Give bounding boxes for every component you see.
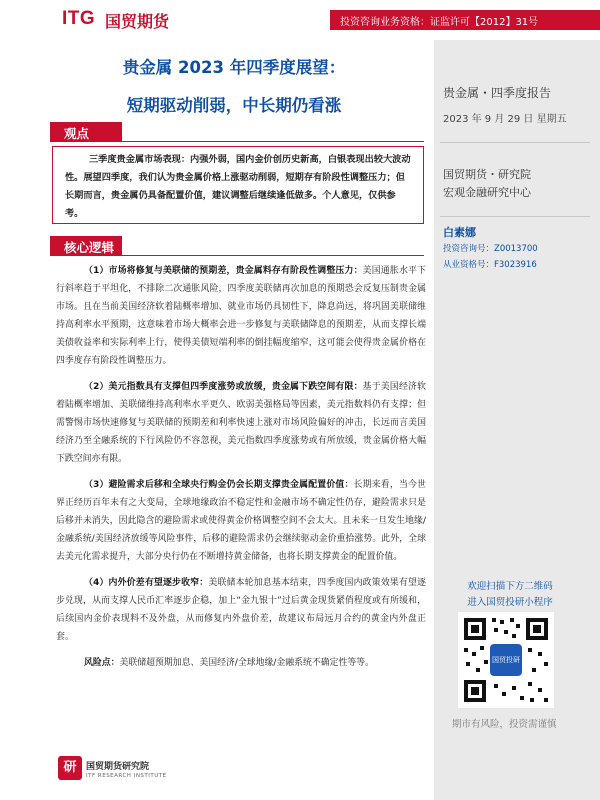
author-cert-consult: 投资咨询号：Z0013700 <box>443 244 538 254</box>
report-title: 贵金属 2023 年四季度展望： <box>122 58 346 77</box>
paragraph-text: 长期来看，当今世界正经历百年未有之大变局，全球地缘政治不稳定性和金融市场不确定性仍存，避险需求只是后移并未消失，因此隐含的避险需求或使得黄金价格调整空间不会太大。且未来一旦发生地缘/金融系统/美国经济放缓等风险事件，后移的避险需求仍会继续驱动金价重拾涨势。此外，全球去美元化需求提升，大部分央行仍在不断增持黄金储备，也将长期支撑黄金的配置价值。 <box>56 480 426 562</box>
risk-text: 美联储超预期加息、美国经济/全球地缘/金融系统不确定性等等。 <box>119 658 374 668</box>
report-subtitle: 短期驱动削弱，中长期仍看涨 <box>126 96 342 115</box>
report-date: 2023 年 9 月 29 日 星期五 <box>443 114 567 125</box>
institute-logo-icon <box>58 756 82 780</box>
section-title: 核心逻辑 <box>64 240 115 255</box>
qr-prompt-line2: 进入国贸投研小程序 <box>467 597 553 608</box>
qr-center-badge <box>490 644 522 676</box>
section-header-core-logic <box>50 236 424 256</box>
paragraph-text: 美联储本轮加息基本结束，四季度国内政策效果有望逐步兑现，从而支撑人民币汇率逐步企稳，加上“金九银十”过后黄金现货紧俏程度或有所缓和，后续国内金价表现料不及外盘，从而修复内外盘价差，故建议布局远月合约的黄金内外盘正套。 <box>56 578 426 642</box>
viewpoint-text: 三季度贵金属市场表现：内强外弱，国内金价创历史新高，白银表现出较大波动性。展望四季度，我们认为贵金属价格上涨驱动削弱，短期存有阶段性调整压力；但长期而言，贵金属仍具备配置价值，建议调整后继续逢低做多。个人意见，仅供参考。 <box>65 154 411 219</box>
paragraph-lead: （3）避险需求后移和全球央行购金仍会长期支撑贵金属配置价值： <box>84 480 354 490</box>
paragraph-lead: （4）内外价差有望逐步收窄： <box>84 578 209 588</box>
qr-center-label: 国贸投研 <box>492 656 520 664</box>
author-cert-practice: 从业资格号：F3023916 <box>443 260 537 270</box>
company-logo-text: 国贸期货 <box>105 12 170 31</box>
institute-logo-char: 研 <box>63 760 77 775</box>
org-department: 宏观金融研究中心 <box>443 186 531 199</box>
paragraph <box>56 262 426 370</box>
paragraph-text: 美国通胀水平下行斜率趋于平坦化，不排除二次通胀风险，四季度美联储再次加息的预期恐会反复压制贵金属市场。且在当前美国经济软着陆概率增加、就业市场仍具韧性下，降息尚远，将巩固美联储维持高利率水平预期，这意味着市场大概率会进一步修复与美联储降息的预期差，从而支撑长端美债收益率和实际利率上行，使得美债短端利率的倒挂幅度缩窄，这可能会使得贵金属价格在四季度存有阶段性调整压力。 <box>56 266 426 366</box>
paragraph <box>56 378 426 468</box>
section-header-viewpoint <box>50 122 424 142</box>
sidebar-divider <box>440 142 590 143</box>
viewpoint-box <box>52 146 424 224</box>
risk-lead: 风险点： <box>84 658 120 668</box>
paragraph <box>56 476 426 566</box>
paragraph <box>56 574 426 646</box>
license-text: 投资咨询业务资格：证监许可【2012】31号 <box>340 17 539 28</box>
section-title: 观点 <box>64 126 90 141</box>
report-type: 贵金属・四季度报告 <box>443 86 552 100</box>
risk-watermark: 期市有风险，投资需谨慎 <box>452 719 557 730</box>
paragraph-lead: （1）市场将修复与美联储的预期差，贵金属料存有阶段性调整压力： <box>84 266 363 276</box>
risk-points <box>56 654 426 672</box>
top-header <box>0 0 600 36</box>
qr-prompt-line1: 欢迎扫描下方二维码 <box>467 581 553 592</box>
org-name: 国贸期货・研究院 <box>443 168 531 181</box>
core-logic-body <box>56 262 426 672</box>
author-name: 白素娜 <box>443 226 476 239</box>
paragraph-lead: （2）美元指数具有支撑但四季度涨势或放缓，贵金属下跌空间有限： <box>84 382 363 392</box>
sidebar-divider <box>440 216 590 217</box>
institute-name-en: ITF RESEARCH INSTITUTE <box>86 773 167 779</box>
itg-logo: ITG <box>62 8 96 29</box>
institute-name: 国贸期货研究院 <box>86 762 150 772</box>
paragraph-text: 基于美国经济软着陆概率增加、美联储维持高利率水平更久、欧弱美强格局等因素，美元指数料仍有支撑；但需警惕市场快速修复与美联储的预期差和利率快速上涨对市场风险偏好的冲击，长远而言美国经济乃至全融系统的下行风险仍不容忽视，美元指数四季度涨势或有所放缓，贵金属价格大幅下跌空间亦有限。 <box>56 382 426 464</box>
